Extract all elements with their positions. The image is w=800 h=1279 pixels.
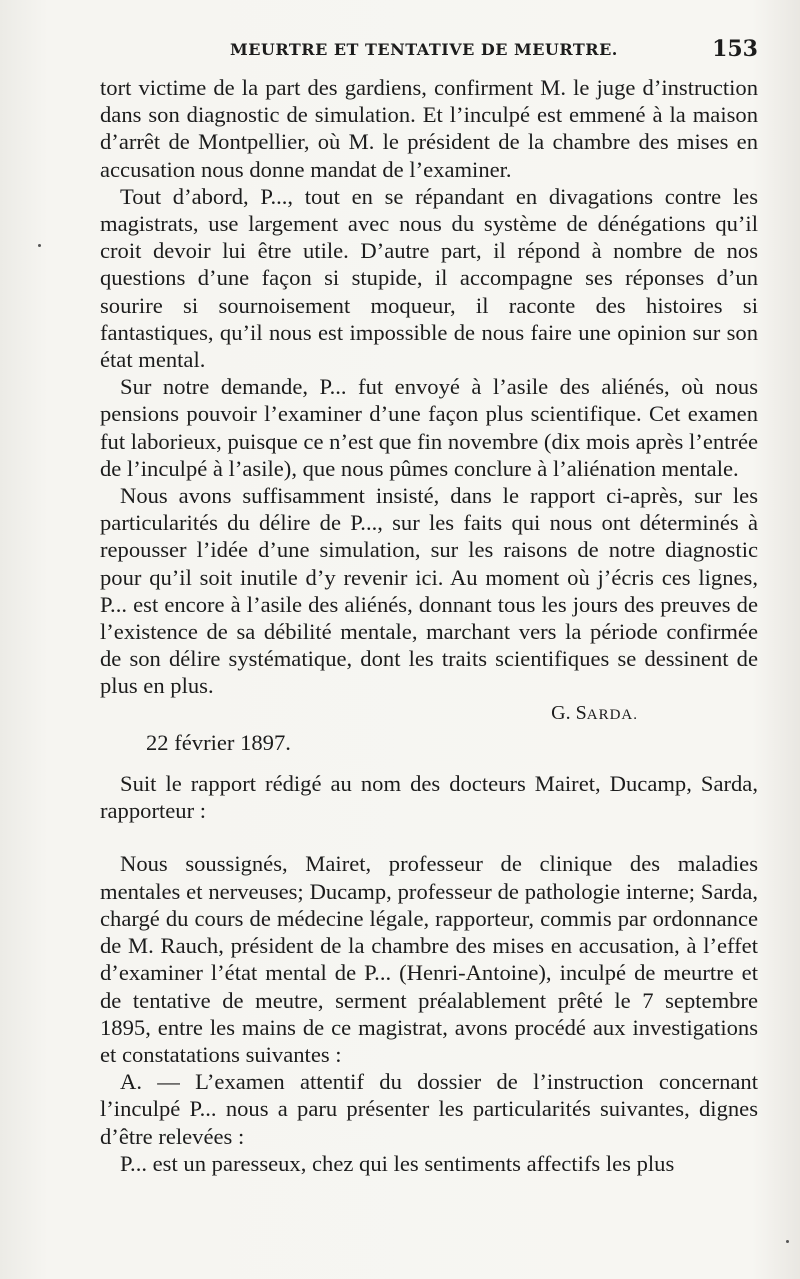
paragraph: P... est un paresseux, chez qui les sentiments affectifs les plus <box>120 1150 675 1176</box>
paper-speck <box>38 244 41 247</box>
paragraph: Nous soussignés, Mairet, professeur de clinique des maladies mentales et nerveuses; Ducamp, professeur de pathologie interne; Sarda, chargé du cours de médecine légale, rapporteur, commis par ordonnance de M. Rauch, président de la chambre des mises en accusation, à l’effet d’examiner l’état mental de P... (Henri-Antoine), inculpé de meurtre et de tentative de meutre, serment préalablement prêté le 7 septembre 1895, entre les mains de ce magistrat, avons procédé aux investigations et constatations suivantes : <box>100 851 758 1067</box>
page-number: 153 <box>712 36 758 62</box>
spacer <box>100 824 758 850</box>
paper-speck <box>786 1240 789 1243</box>
body-text <box>100 74 758 1177</box>
spacer <box>100 756 758 770</box>
paragraph: Sur notre demande, P... fut envoyé à l’asile des aliénés, où nous pensions pouvoir l’examiner d’une façon plus scientifique. Cet examen fut laborieux, puisque ce n’est que fin novembre (dix mois après l’entrée de l’inculpé à l’asile), que nous pûmes conclure à l’aliénation mentale. <box>100 374 758 481</box>
paragraph: Tout d’abord, P..., tout en se répandant en divagations contre les magistrats, use largement avec nous du système de dénégations qu’il croit devoir lui être utile. D’autre part, il répond à nombre de nos questions d’une façon si stupide, il accompagne ses réponses d’un sourire si sournoisement moqueur, il raconte des histoires si fantastiques, qu’il nous est impossible de nous faire une opinion sur son état mental. <box>100 183 758 373</box>
running-title: MEURTRE ET TENTATIVE DE MEURTRE. <box>230 40 618 59</box>
paragraph: Nous avons suffisamment insisté, dans le rapport ci-après, sur les particularités du délire de P..., sur les faits qui nous ont déterminés à repousser l’idée d’une simulation, sur les raisons de notre diagnostic pour qu’il soit inutile d’y revenir ici. Au moment où j’écris ces lignes, P... est encore à l’asile des aliénés, donnant tous les jours des preuves de l’existence de sa débilité mentale, marchant vers la période confirmée de son délire systématique, dont les traits scientifiques se dessinent de plus en plus. <box>100 483 758 699</box>
paragraph-continuation: tort victime de la part des gardiens, confirment M. le juge d’instruction dans son diagnostic de simulation. Et l’inculpé est emmené à la maison d’arrêt de Montpellier, où M. le président de la chambre des mises en accusation nous donne mandat de l’examiner. <box>100 75 758 182</box>
date-line: 22 février 1897. <box>146 729 291 755</box>
signature-smallcaps: ARDA. <box>586 706 638 723</box>
paragraph: Suit le rapport rédigé au nom des docteurs Mairet, Ducamp, Sarda, rapporteur : <box>100 771 758 824</box>
paragraph: A. — L’examen attentif du dossier de l’instruction concernant l’inculpé P... nous a paru présenter les particularités suivantes, dignes d’être relevées : <box>100 1069 758 1149</box>
signature-initial: G. S <box>551 701 587 724</box>
signature <box>100 700 758 729</box>
running-head <box>100 36 758 66</box>
